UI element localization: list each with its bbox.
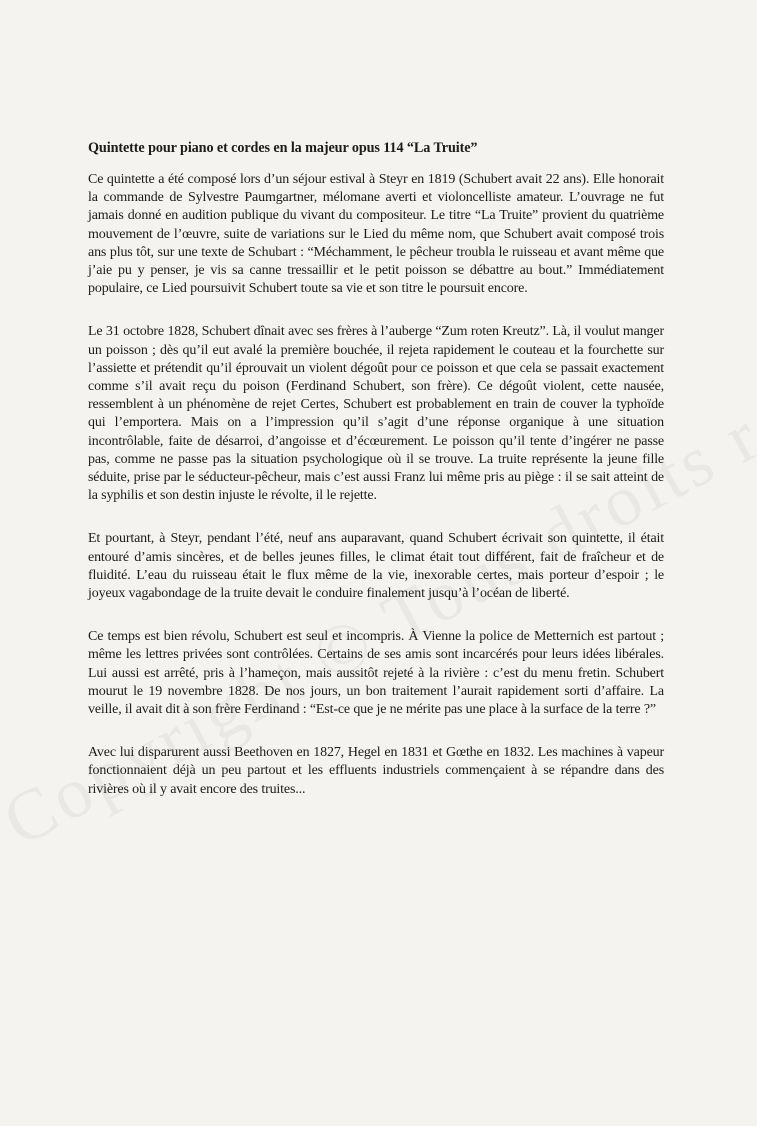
- document-page: [88, 139, 664, 824]
- paragraph-4: Ce temps est bien révolu, Schubert est seul et incompris. À Vienne la police de Metternich est partout ; même les lettres privées sont contrôlées. Certains de ses amis sont incarcérés pour leurs idées libérales. Lui aussi est arrêté, pris à l’hameçon, mais aussitôt rejeté à la rivière : c’est du menu fretin. Schubert mourut le 19 novembre 1828. De nos jours, un bon traitement l’aurait rapidement sorti d’affaire. La veille, il avait dit à son frère Ferdinand : “Est-ce que je ne mérite pas une place à la surface de la terre ?”: [88, 629, 664, 718]
- paragraph-1: Ce quintette a été composé lors d’un séjour estival à Steyr en 1819 (Schubert avait 22 ans). Elle honorait la commande de Sylvestre Paumgartner, mélomane averti et violoncelliste amateur. L’ouvrage ne fut jamais donné en audition publique du vivant du compositeur. Le titre “La Truite” provient du quatrième mouvement de l’œuvre, suite de variations sur le Lied du même nom, que Schubert avait composé trois ans plus tôt, sur une texte de Schubart : “Méchamment, le pêcheur troubla le ruisseau et avant même que j’aie pu y penser, je vis sa canne tressaillir et le petit poisson se débattre au bout.” Immédiatement populaire, ce Lied poursuivit Schubert toute sa vie et son titre le poursuit encore.: [88, 172, 664, 297]
- document-title: Quintette pour piano et cordes en la majeur opus 114 “La Truite”: [88, 140, 478, 156]
- paragraph-5: Avec lui disparurent aussi Beethoven en 1827, Hegel en 1831 et Gœthe en 1832. Les machines à vapeur fonctionnaient déjà un peu partout et les effluents industriels commençaient à se répandre dans des rivières où il y avait encore des truites...: [88, 745, 664, 797]
- paragraph-3: Et pourtant, à Steyr, pendant l’été, neuf ans auparavant, quand Schubert écrivait son quintette, il était entouré d’amis sincères, et de belles jeunes filles, le climat était tout différent, fait de fraîcheur et de fluidité. L’eau du ruisseau était le flux même de la vie, inexorable certes, mais porteur d’espoir ; le joyeux vagabondage de la truite devait le conduire finalement jusqu’à l’océan de liberté.: [88, 531, 664, 602]
- paragraph-2: Le 31 octobre 1828, Schubert dînait avec ses frères à l’auberge “Zum roten Kreutz”. Là, il voulut manger un poisson ; dès qu’il eut avalé la première bouchée, il rejeta rapidement le couteau et la fourchette sur l’assiette et prétendit qu’il éprouvait un violent dégoût pour ce poisson et que cela se passait exactement comme s’il avait reçu du poison (Ferdinand Schubert, son frère). Ce dégoût violent, cette nausée, ressemblent à un phénomène de rejet Certes, Schubert est probablement en train de couver la typhoïde qui l’emportera. Mais on a l’impression qu’il s’agit d’une réponse organique à une situation incontrôlable, faite de désarroi, d’angoisse et d’écœurement. Le poisson qu’il tente d’ingérer ne passe pas, comme ne passe pas la situation psychologique où il se trouve. La truite représente la jeune fille séduite, prise par le séducteur-pêcheur, mais c’est aussi Franz lui même pris au piège : il se sait atteint de la syphilis et son destin injuste le révolte, il le rejette.: [88, 324, 664, 504]
